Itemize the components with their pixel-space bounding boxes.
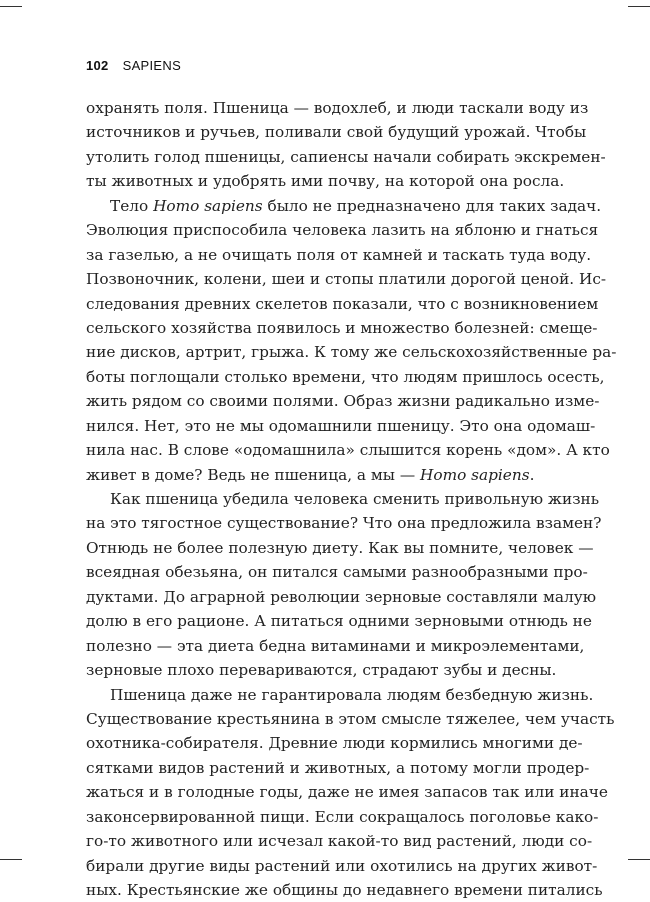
text-line: Позвоночник, колени, шеи и стопы платили дорогой ценой. Ис- [86,270,607,289]
text-line: ных. Крестьянские же общины до недавнего времени питались [86,881,603,899]
text-line: живет в доме? Ведь не пшеница, а мы — Homo sapiens. [86,465,535,484]
running-header [86,58,181,73]
page-number: 102 [86,58,109,73]
text-line: всеядная обезьяна, он питался самыми разнообразными про- [86,563,588,582]
text-line: ты животных и удобрять ими почву, на которой она росла. [86,172,565,191]
text-line: на это тягостное существование? Что она предложила взамен? [86,514,602,533]
text-line: сельского хозяйства появилось и множество болезней: смеще- [86,318,598,337]
text-line: Эволюция приспособила человека лазить на яблоню и гнаться [86,221,599,240]
crop-mark-top-left [0,6,22,7]
text-line: охранять поля. Пшеница — водохлеб, и люди таскали воду из [86,99,589,117]
book-title: SAPIENS [122,58,182,73]
text-line: за газелью, а не очищать поля от камней и таскать туда воду. [86,245,592,264]
text-line: Тело Homo sapiens было не предназначено для таких задач. [110,196,602,215]
text-line: жаться и в голодные годы, даже не имея запасов так или иначе [86,783,608,802]
crop-mark-top-right [628,6,650,7]
text-line: ние дисков, артрит, грыжа. К тому же сельскохозяйственные ра- [86,343,617,362]
text-line: долю в его рационе. А питаться одними зерновыми отнюдь не [86,612,592,631]
text-line: боты поглощали столько времени, что людям пришлось осесть, [86,367,605,386]
text-line: полезно — эта диета бедна витаминами и микроэлементами, [86,636,585,655]
text-line: источников и ручьев, поливали свой будущий урожай. Чтобы [86,123,587,142]
text-line: дуктами. До аграрной революции зерновые составляли малую [86,587,597,606]
text-line: Существование крестьянина в этом смысле тяжелее, чем участь [86,709,615,728]
text-line: го-то животного или исчезал какой-то вид растений, люди со- [86,832,593,851]
page-body [86,96,617,902]
text-line: следования древних скелетов показали, что с возникновением [86,294,599,313]
text-line: нила нас. В слове «одомашнила» слышится корень «дом». А кто [86,441,610,460]
crop-mark-bottom-right [628,859,650,860]
text-line: законсервированной пищи. Если сокращалось поголовье како- [86,807,599,826]
text-line: бирали другие виды растений или охотились на других живот- [86,856,598,875]
text-line: Пшеница даже не гарантировала людям безбедную жизнь. [110,685,594,704]
text-line: сятками видов растений и животных, а потому могли продер- [86,758,590,777]
text-line: охотника-собирателя. Древние люди кормились многими де- [86,734,583,753]
text-line: утолить голод пшеницы, сапиенсы начали собирать экскремен- [86,147,606,166]
text-line: Отнюдь не более полезную диету. Как вы помните, человек — [86,538,594,557]
text-line: Как пшеница убедила человека сменить привольную жизнь [110,490,600,508]
text-line: нился. Нет, это не мы одомашнили пшеницу. Это она одомаш- [86,416,596,435]
text-line: зерновые плохо перевариваются, страдают зубы и десны. [86,661,557,680]
crop-mark-bottom-left [0,859,22,860]
text-line: жить рядом со своими полями. Образ жизни радикально изме- [86,392,600,411]
